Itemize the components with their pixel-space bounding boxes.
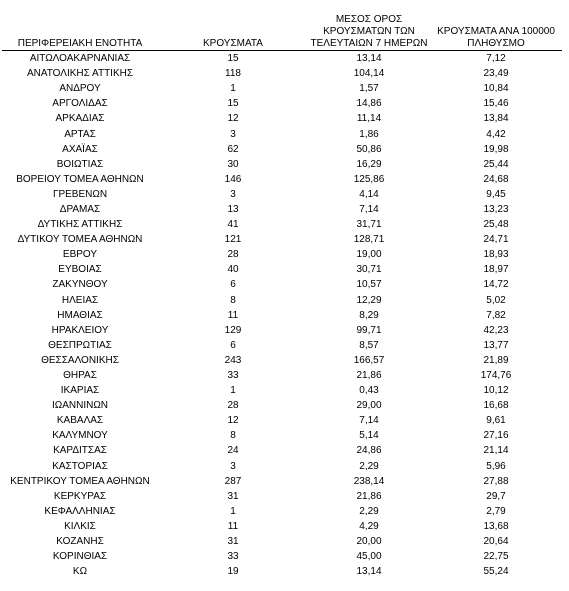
cell-region: ΚΟΡΙΝΘΙΑΣ (52, 551, 108, 563)
cell-avg7: 2,29 (359, 505, 379, 517)
cell-per100k: 2,79 (486, 505, 506, 517)
cell-per100k: 13,77 (483, 339, 509, 351)
cell-cases: 6 (230, 339, 236, 351)
table-row (2, 308, 562, 323)
cell-region: ΗΛΕΙΑΣ (61, 294, 99, 306)
cell-cases: 1 (230, 385, 236, 397)
table-row (2, 443, 562, 458)
cell-per100k: 7,12 (486, 53, 506, 65)
cell-per100k: 13,84 (483, 113, 509, 125)
cell-per100k: 10,84 (483, 83, 509, 95)
cell-avg7: 2,29 (359, 460, 379, 472)
cell-region: ΑΡΚΑΔΙΑΣ (55, 113, 105, 125)
cell-region: ΓΡΕΒΕΝΩΝ (52, 188, 108, 200)
table-row (2, 111, 562, 126)
cell-cases: 3 (230, 128, 236, 140)
cell-avg7: 7,14 (359, 415, 379, 427)
cell-cases: 1 (230, 83, 236, 95)
cell-per100k: 18,97 (483, 264, 509, 276)
cell-region: ΚΕΡΚΥΡΑΣ (53, 490, 107, 502)
cell-avg7: 8,29 (359, 309, 379, 321)
cell-avg7: 125,86 (353, 173, 385, 185)
cell-per100k: 10,12 (483, 385, 509, 397)
cell-per100k: 29,7 (486, 490, 506, 502)
cell-per100k: 22,75 (483, 551, 509, 563)
cell-avg7: 4,14 (359, 188, 379, 200)
cell-per100k: 9,45 (486, 188, 506, 200)
cell-cases: 12 (227, 415, 239, 427)
cell-region: ΚΑΒΑΛΑΣ (56, 415, 104, 427)
cell-cases: 11 (227, 520, 239, 532)
table-row (2, 277, 562, 292)
cell-cases: 15 (227, 53, 239, 65)
cell-region: ΔΡΑΜΑΣ (59, 203, 101, 215)
cell-region: ΙΚΑΡΙΑΣ (60, 385, 100, 397)
cell-cases: 31 (227, 536, 239, 548)
cell-cases: 28 (227, 249, 239, 261)
cell-avg7: 14,86 (356, 98, 382, 110)
cell-avg7: 24,86 (356, 445, 382, 457)
table-row (2, 247, 562, 262)
table-row (2, 187, 562, 202)
cell-per100k: 5,02 (486, 294, 506, 306)
cell-avg7: 1,86 (359, 128, 379, 140)
cell-cases: 24 (227, 445, 239, 457)
cell-per100k: 13,68 (483, 520, 509, 532)
cell-region: ΚΕΝΤΡΙΚΟΥ ΤΟΜΕΑ ΑΘΗΝΩΝ (10, 475, 150, 487)
cell-cases: 19 (227, 566, 239, 578)
cell-region: ΒΟΙΩΤΙΑΣ (56, 158, 104, 170)
table-row (2, 157, 562, 172)
table-row (2, 519, 562, 534)
table-row (2, 81, 562, 96)
cell-per100k: 15,46 (483, 98, 509, 110)
table-row (2, 489, 562, 504)
cell-cases: 121 (224, 234, 242, 246)
cell-per100k: 9,61 (486, 415, 506, 427)
header-row (2, 6, 562, 51)
cell-region: ΚΑΡΔΙΤΣΑΣ (53, 445, 107, 457)
table-row (2, 262, 562, 277)
cell-region: ΑΙΤΩΛΟΑΚΑΡΝΑΝΙΑΣ (29, 53, 131, 65)
cell-region: ΕΥΒΟΙΑΣ (58, 264, 102, 276)
cell-avg7: 0,43 (359, 385, 379, 397)
cell-per100k: 16,68 (483, 400, 509, 412)
cell-per100k: 21,14 (483, 445, 509, 457)
cell-cases: 30 (227, 158, 239, 170)
cell-per100k: 4,42 (486, 128, 506, 140)
cell-avg7: 20,00 (356, 536, 382, 548)
cell-per100k: 24,68 (483, 173, 509, 185)
table-row (2, 51, 562, 67)
cell-region: ΔΥΤΙΚΗΣ ΑΤΤΙΚΗΣ (37, 219, 123, 231)
cell-region: ΚΑΛΥΜΝΟΥ (52, 430, 108, 442)
cell-region: ΘΗΡΑΣ (63, 370, 97, 382)
cell-per100k: 19,98 (483, 143, 509, 155)
cell-avg7: 16,29 (356, 158, 382, 170)
cell-avg7: 166,57 (353, 354, 385, 366)
cell-avg7: 13,14 (356, 53, 382, 65)
cell-region: ΑΡΓΟΛΙΔΑΣ (52, 98, 108, 110)
cell-cases: 3 (230, 188, 236, 200)
table-row (2, 353, 562, 368)
cell-per100k: 7,82 (486, 309, 506, 321)
table-header (2, 6, 562, 51)
cell-cases: 1 (230, 505, 236, 517)
cell-cases: 41 (227, 219, 239, 231)
table-row (2, 413, 562, 428)
cell-region: ΗΜΑΘΙΑΣ (57, 309, 103, 321)
header-line: ΤΕΛΕΥΤΑΙΩΝ 7 ΗΜΕΡΩΝ (310, 38, 428, 49)
cell-per100k: 42,23 (483, 324, 509, 336)
cell-cases: 118 (225, 68, 241, 80)
header-cases (158, 6, 308, 51)
table-row (2, 564, 562, 579)
cell-cases: 12 (227, 113, 239, 125)
table-row (2, 534, 562, 549)
table-row (2, 293, 562, 308)
cell-region: ΙΩΑΝΝΙΝΩΝ (51, 400, 109, 412)
cell-region: ΑΧΑΪΑΣ (62, 143, 98, 155)
cell-per100k: 174,76 (480, 370, 512, 382)
cell-per100k: 14,72 (483, 279, 509, 291)
cell-cases: 33 (227, 551, 239, 563)
cell-cases: 8 (230, 294, 236, 306)
cell-per100k: 18,93 (483, 249, 509, 261)
cell-per100k: 20,64 (483, 536, 509, 548)
cell-avg7: 13,14 (356, 566, 382, 578)
table-row (2, 549, 562, 564)
table-row (2, 172, 562, 187)
cell-region: ΑΝΔΡΟΥ (59, 83, 101, 95)
cell-cases: 15 (227, 98, 239, 110)
cell-region: ΚΩ (72, 566, 88, 578)
header-line: ΚΡΟΥΣΜΑΤΑ (203, 38, 263, 49)
cell-avg7: 31,71 (356, 219, 382, 231)
cell-avg7: 19,00 (356, 249, 382, 261)
cell-region: ΚΟΖΑΝΗΣ (56, 536, 104, 548)
cell-region: ΒΟΡΕΙΟΥ ΤΟΜΕΑ ΑΘΗΝΩΝ (16, 173, 144, 185)
table-row (2, 368, 562, 383)
cell-region: ΖΑΚΥΝΘΟΥ (52, 279, 108, 291)
table-row (2, 383, 562, 398)
cell-cases: 11 (227, 309, 239, 321)
cell-per100k: 23,49 (483, 68, 509, 80)
cell-region: ΚΕΦΑΛΛΗΝΙΑΣ (44, 505, 116, 517)
cell-avg7: 99,71 (356, 324, 382, 336)
header-line: ΜΕΣΟΣ ΟΡΟΣ (335, 14, 403, 25)
cases-table (2, 6, 562, 579)
cell-avg7: 104,14 (353, 68, 385, 80)
cell-per100k: 27,16 (483, 430, 509, 442)
table-row (2, 398, 562, 413)
cell-per100k: 25,48 (483, 219, 509, 231)
cell-cases: 129 (224, 324, 242, 336)
cell-avg7: 50,86 (356, 143, 382, 155)
cell-per100k: 55,24 (483, 566, 509, 578)
table-row (2, 474, 562, 489)
table-row (2, 96, 562, 111)
cell-region: ΘΕΣΣΑΛΟΝΙΚΗΣ (41, 354, 119, 366)
cell-avg7: 4,29 (359, 520, 379, 532)
table-row (2, 504, 562, 519)
header-line: ΚΡΟΥΣΜΑΤΑ ΑΝΑ 100000 (437, 26, 555, 37)
cell-avg7: 21,86 (356, 370, 382, 382)
cell-region: ΘΕΣΠΡΩΤΙΑΣ (48, 339, 112, 351)
table-row (2, 142, 562, 157)
table-row (2, 66, 562, 81)
table-row (2, 202, 562, 217)
cell-per100k: 5,96 (486, 460, 506, 472)
cell-avg7: 30,71 (356, 264, 382, 276)
cell-avg7: 45,00 (356, 551, 382, 563)
cell-avg7: 12,29 (356, 294, 382, 306)
table-row (2, 428, 562, 443)
header-per100k (430, 6, 562, 51)
cell-cases: 40 (227, 264, 239, 276)
cell-avg7: 8,57 (359, 339, 379, 351)
cell-avg7: 1,57 (359, 83, 379, 95)
cell-cases: 6 (230, 279, 236, 291)
cell-region: ΗΡΑΚΛΕΙΟΥ (51, 324, 109, 336)
cell-per100k: 13,23 (483, 203, 509, 215)
cell-avg7: 128,71 (353, 234, 385, 246)
cell-per100k: 21,89 (483, 354, 509, 366)
cell-avg7: 238,14 (353, 475, 385, 487)
cell-region: ΑΝΑΤΟΛΙΚΗΣ ΑΤΤΙΚΗΣ (26, 68, 134, 80)
table-row (2, 338, 562, 353)
table-body (2, 51, 562, 580)
cell-per100k: 25,44 (483, 158, 509, 170)
cell-avg7: 11,14 (356, 113, 382, 125)
cell-cases: 3 (230, 460, 236, 472)
cell-cases: 146 (224, 173, 242, 185)
cell-avg7: 29,00 (356, 400, 382, 412)
cell-per100k: 27,88 (483, 475, 509, 487)
header-line: ΚΡΟΥΣΜΑΤΩΝ ΤΩΝ (323, 26, 415, 37)
cell-region: ΑΡΤΑΣ (64, 128, 96, 140)
cell-region: ΔΥΤΙΚΟΥ ΤΟΜΕΑ ΑΘΗΝΩΝ (17, 234, 143, 246)
cell-cases: 8 (230, 430, 236, 442)
cell-per100k: 24,71 (483, 234, 509, 246)
header-line: ΠΛΗΘΥΣΜΟ (467, 38, 525, 49)
cell-avg7: 5,14 (359, 430, 379, 442)
table-row (2, 459, 562, 474)
cell-region: ΚΙΛΚΙΣ (64, 520, 96, 532)
cell-avg7: 10,57 (356, 279, 382, 291)
cell-cases: 28 (227, 400, 239, 412)
cell-region: ΕΒΡΟΥ (62, 249, 98, 261)
cell-cases: 31 (227, 490, 239, 502)
cell-cases: 13 (227, 203, 239, 215)
table-row (2, 323, 562, 338)
header-line: ΠΕΡΙΦΕΡΕΙΑΚΗ ΕΝΟΤΗΤΑ (17, 38, 143, 49)
cell-cases: 62 (227, 143, 239, 155)
cell-cases: 33 (227, 370, 239, 382)
header-avg7 (308, 6, 430, 51)
cell-region: ΚΑΣΤΟΡΙΑΣ (52, 460, 108, 472)
cell-cases: 287 (224, 475, 242, 487)
table-row (2, 217, 562, 232)
header-region (2, 6, 158, 51)
table-row (2, 232, 562, 247)
cell-cases: 243 (224, 354, 242, 366)
cell-avg7: 21,86 (356, 490, 382, 502)
cell-avg7: 7,14 (359, 203, 379, 215)
table-row (2, 126, 562, 141)
